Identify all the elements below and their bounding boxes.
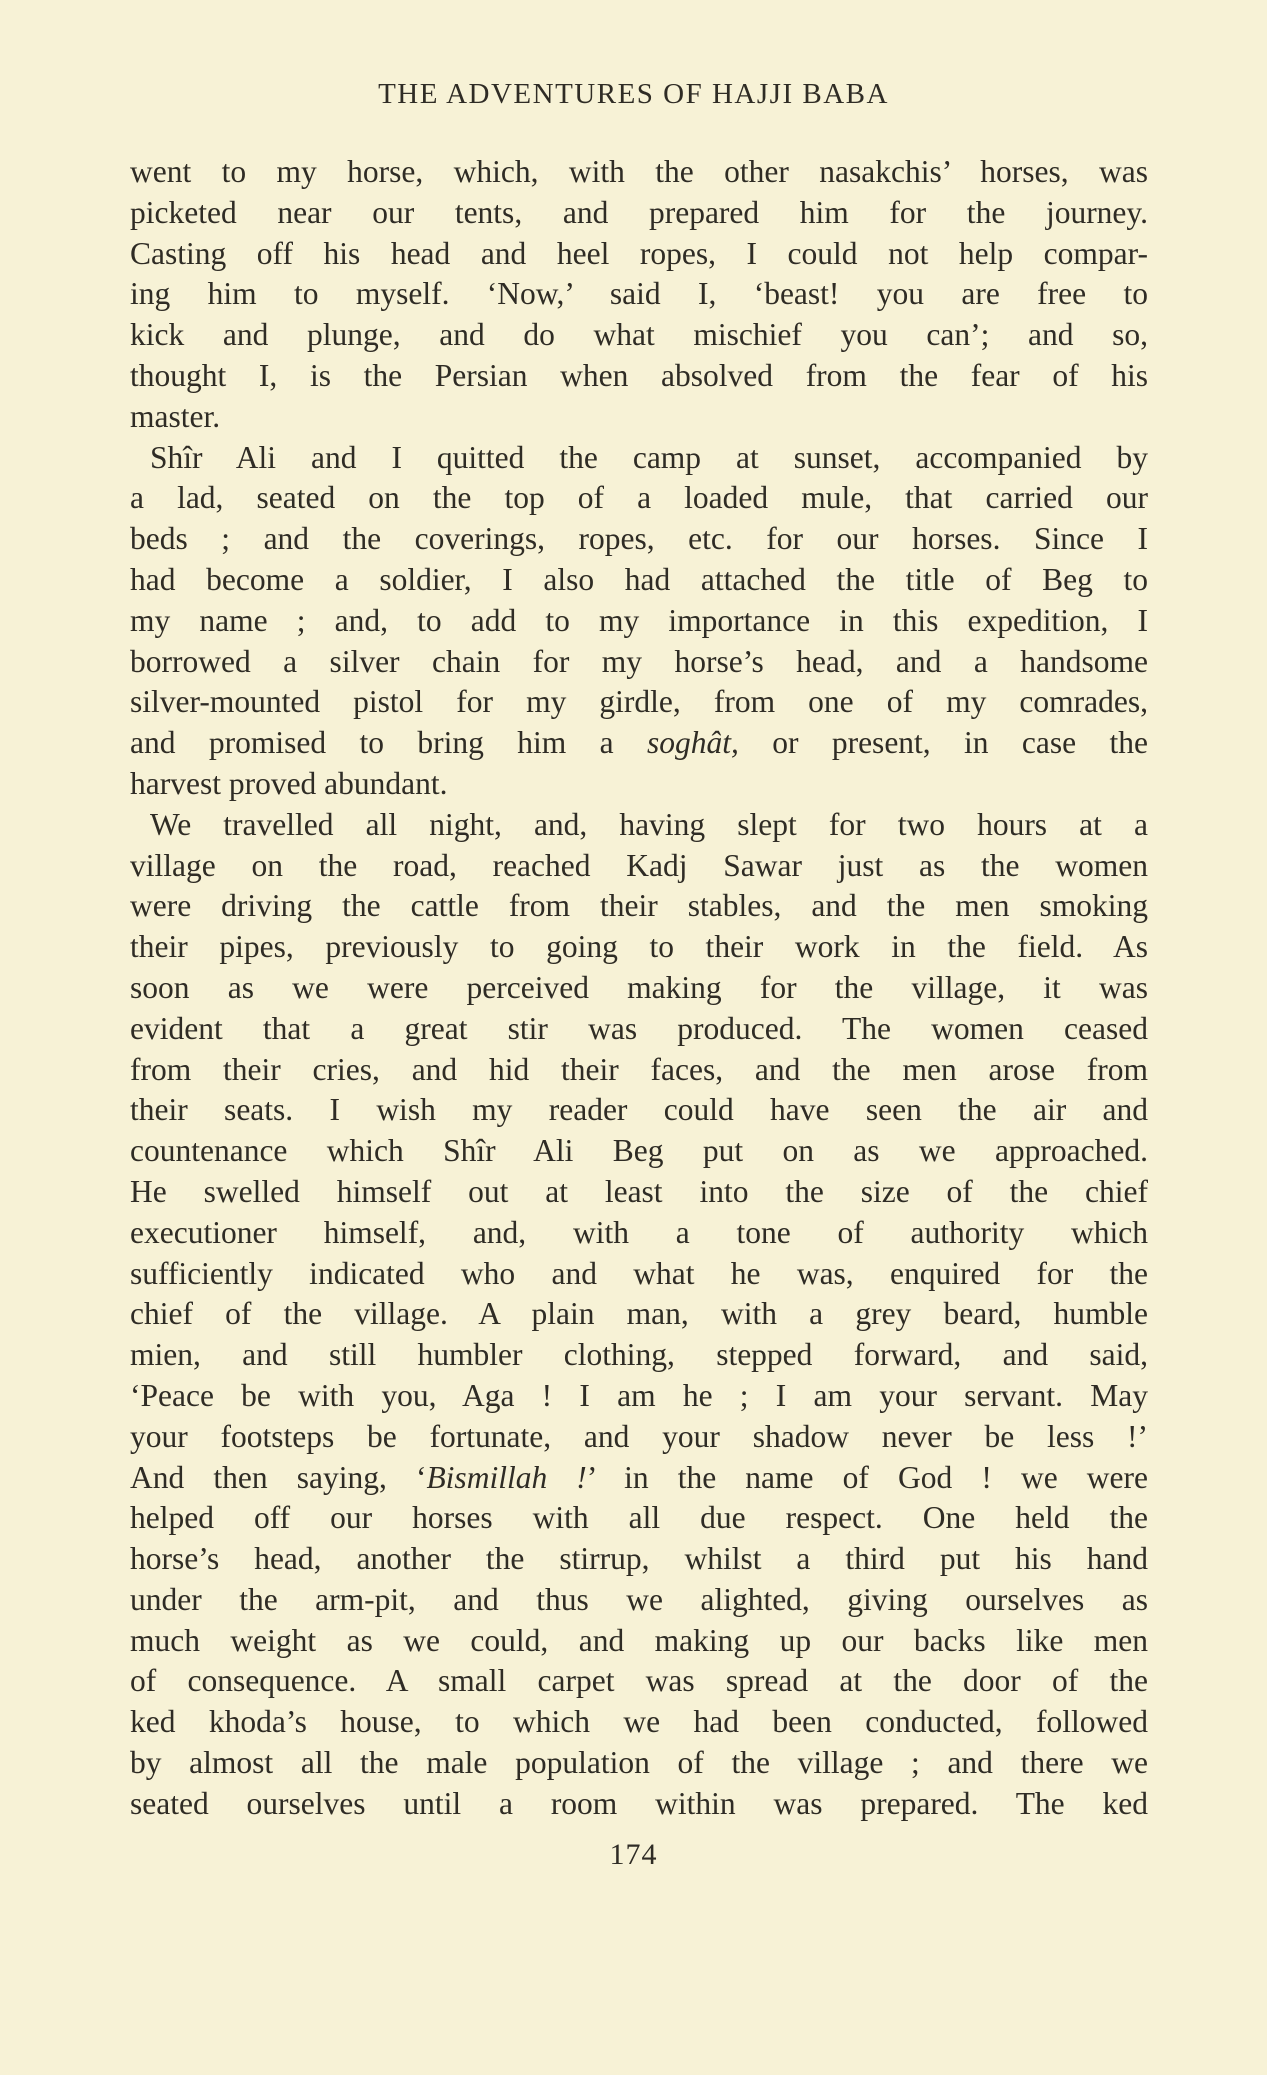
text-line: countenance which Shîr Ali Beg put on as we approached.	[130, 1133, 1148, 1169]
text-line: of consequence. A small carpet was spread at the door of the	[130, 1663, 1148, 1699]
text-line: ing him to myself. ‘Now,’ said I, ‘beast! you are free to	[130, 276, 1148, 312]
text-line: He swelled himself out at least into the size of the chief	[130, 1173, 1148, 1209]
text-line: soon as we were perceived making for the village, it was	[130, 969, 1148, 1005]
text-line: ked khoda’s house, to which we had been conducted, followed	[130, 1704, 1148, 1740]
text-line: under the arm-pit, and thus we alighted, giving ourselves as	[130, 1581, 1148, 1617]
text-line: your footsteps be fortunate, and your shadow never be less !’	[130, 1418, 1148, 1454]
text-line: a lad, seated on the top of a loaded mule, that carried our	[130, 480, 1148, 516]
text-line: seated ourselves until a room within was prepared. The ked	[130, 1785, 1148, 1821]
text-line: horse’s head, another the stirrup, whilst a third put his hand	[130, 1541, 1148, 1577]
text-segment: ’ in the name of God ! we were	[586, 1459, 1148, 1495]
text-line: ‘Peace be with you, Aga ! I am he ; I am your servant. May	[130, 1377, 1148, 1413]
text-line: picketed near our tents, and prepared him for the journey.	[130, 194, 1148, 230]
text-line: harvest proved abundant.	[130, 765, 448, 801]
text-line: Casting off his head and heel ropes, I could not help compar-	[130, 235, 1148, 271]
text-line: silver-mounted pistol for my girdle, from one of my comrades,	[130, 684, 1148, 720]
page-body-text	[130, 152, 1148, 1825]
text-segment: and promised to bring him a	[130, 725, 647, 761]
text-line: evident that a great stir was produced. The women ceased	[130, 1010, 1148, 1046]
text-segment: or present, in case the	[738, 725, 1148, 761]
text-line: We travelled all night, and, having slept for two hours at a	[150, 806, 1148, 842]
text-line: went to my horse, which, with the other nasakchis’ horses, was	[130, 154, 1148, 189]
text-line: helped off our horses with all due respect. One held the	[130, 1500, 1148, 1536]
text-line: Shîr Ali and I quitted the camp at sunset, accompanied by	[150, 439, 1148, 475]
text-line: had become a soldier, I also had attached the title of Beg to	[130, 561, 1148, 597]
text-line: beds ; and the coverings, ropes, etc. for our horses. Since I	[130, 521, 1148, 557]
text-line: kick and plunge, and do what mischief you can’; and so,	[130, 317, 1148, 353]
text-line: were driving the cattle from their stables, and the men smoking	[130, 888, 1148, 924]
running-header: THE ADVENTURES OF HAJJI BABA	[378, 78, 889, 110]
text-line: their seats. I wish my reader could have seen the air and	[130, 1092, 1148, 1128]
text-line: their pipes, previously to going to their work in the field. As	[130, 929, 1148, 965]
text-line: sufficiently indicated who and what he was, enquired for the	[130, 1255, 1148, 1291]
text-line	[130, 1458, 1148, 1499]
text-line: executioner himself, and, with a tone of authority which	[130, 1214, 1148, 1250]
page-number: 174	[609, 1838, 658, 1871]
text-line: village on the road, reached Kadj Sawar just as the women	[130, 847, 1148, 883]
text-line: thought I, is the Persian when absolved from the fear of his	[130, 357, 1148, 393]
text-segment: And then saying, ‘	[130, 1459, 427, 1495]
italic-term: Bismillah !	[426, 1459, 587, 1495]
text-line: from their cries, and hid their faces, and the men arose from	[130, 1051, 1148, 1087]
text-line: mien, and still humbler clothing, stepped forward, and said,	[130, 1337, 1148, 1373]
text-line: by almost all the male population of the village ; and there we	[130, 1745, 1148, 1781]
italic-term: soghât,	[646, 725, 739, 761]
text-line: master.	[130, 398, 221, 434]
text-line: much weight as we could, and making up our backs like men	[130, 1622, 1148, 1658]
text-line: chief of the village. A plain man, with a grey beard, humble	[130, 1296, 1148, 1332]
text-line	[130, 723, 1148, 764]
text-line: my name ; and, to add to my importance in this expedition, I	[130, 602, 1148, 638]
text-line: borrowed a silver chain for my horse’s head, and a handsome	[130, 643, 1148, 679]
